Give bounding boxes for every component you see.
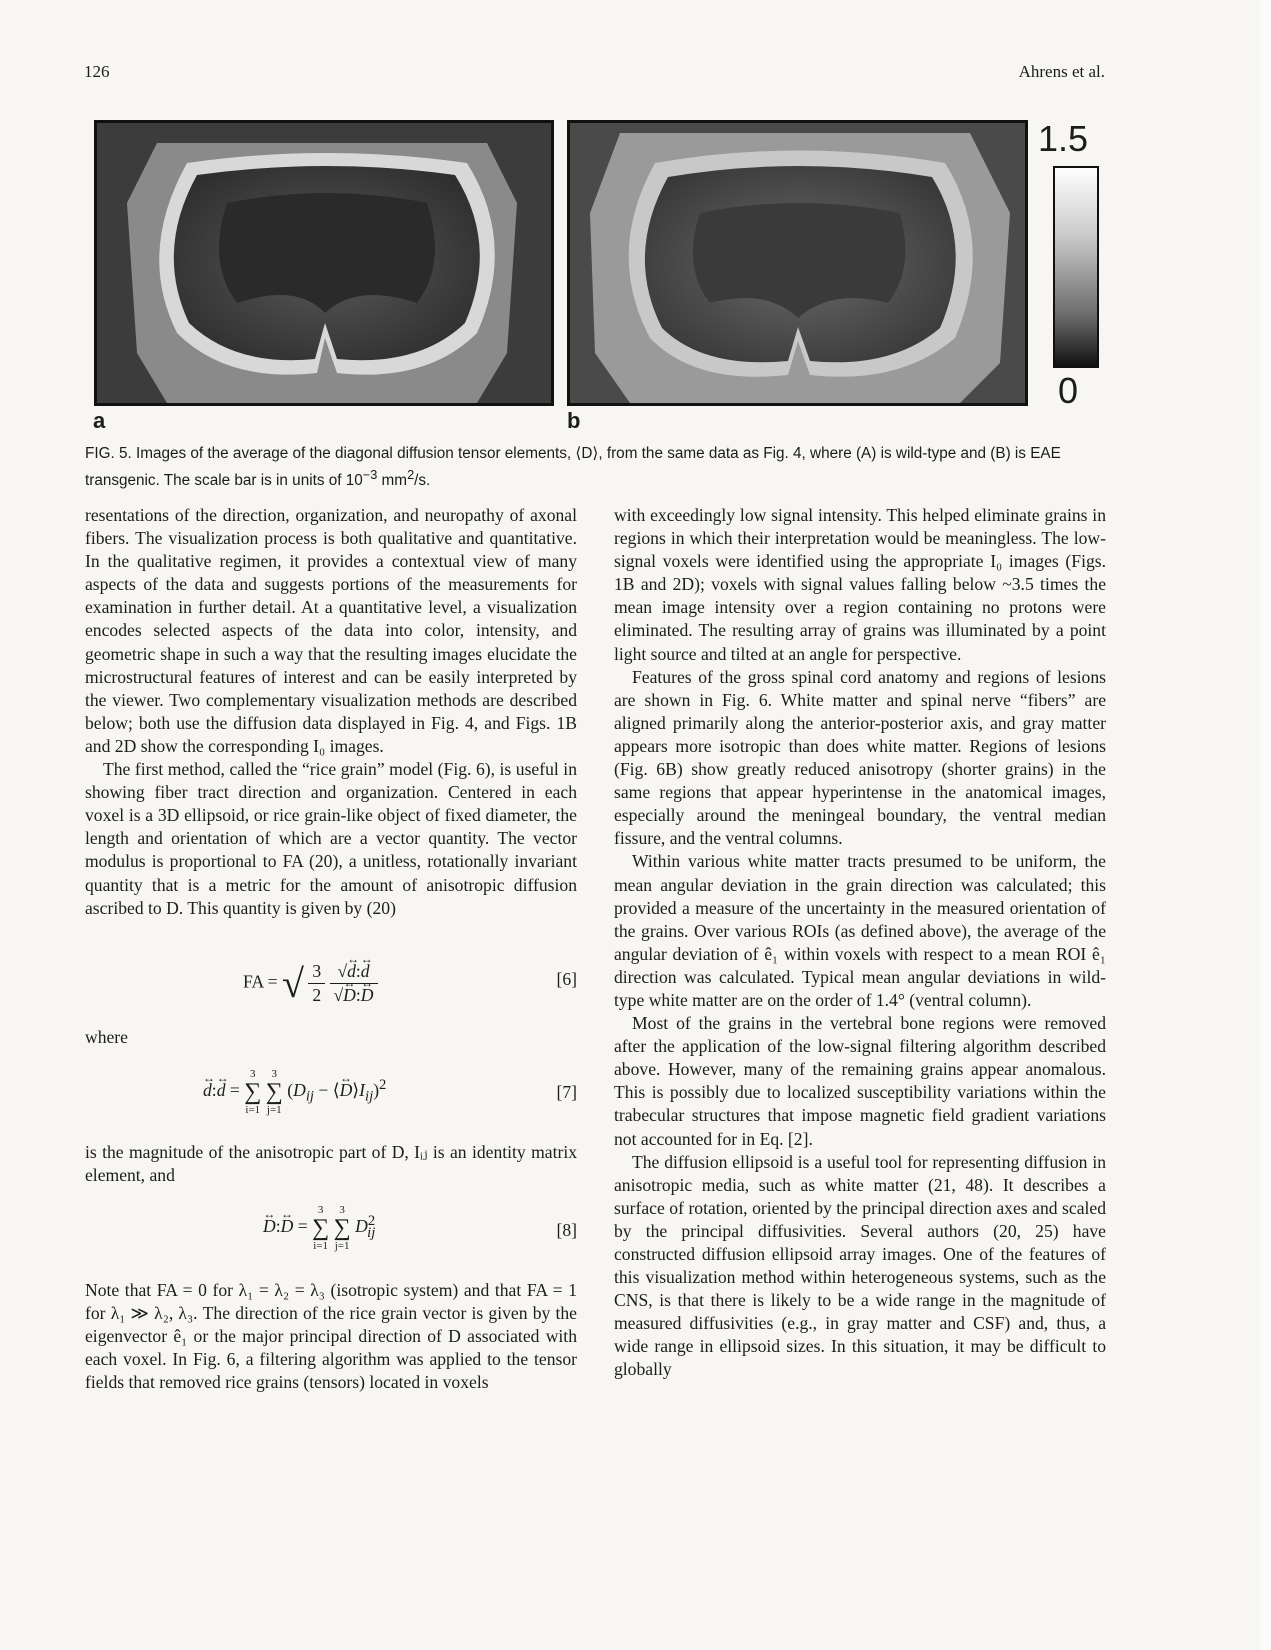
- page-edge: [1260, 0, 1271, 1650]
- where-label: where: [85, 1026, 128, 1047]
- page-number: 126: [84, 62, 110, 81]
- left-paragraph-3: is the magnitude of the anisotropic part of D, Iᵢⱼ is an identity matrix element, and: [85, 1141, 577, 1185]
- right-paragraph-5: The diffusion ellipsoid is a useful tool for representing diffusion in anisotropic media, such as white matter (21, 48). It describes a surface of rotation, oriented by the principal direction axes and scaled by the principal diffusivities. Several authors (20, 25) have constructed diffusion ellipsoid array images. One of the features of this visualization method within heterogeneous systems, such as the CNS, is that there is likely to be a wide range in the magnitude of measured diffusivities (e.g., in gray matter and CSF) and, thus, a wide range in ellipsoid sizes. In this situation, it may be difficult to globally: [614, 1151, 1106, 1380]
- caption-unit-exponent: 2: [407, 467, 415, 482]
- grayscale-scale-bar: [1053, 166, 1099, 368]
- caption-exponent: −3: [362, 467, 378, 482]
- caption-end: /s.: [414, 472, 431, 490]
- left-paragraph-2: The first method, called the “rice grain” model (Fig. 6), is useful in showing fiber tract direction and organization. Centered in each voxel is a 3D ellipsoid, or rice grain-like object of fixed diameter, the length and orientation of which are a vector quantity. The vector modulus is proportional to FA (20), a unitless, rotationally invariant quantity that is a metric for the amount of anisotropic diffusion ascribed to D. This quantity is given by (20): [85, 759, 577, 918]
- running-head: Ahrens et al.: [1018, 62, 1105, 81]
- eq7-number: [7]: [556, 1081, 577, 1102]
- right-column: [614, 504, 1106, 1382]
- figure-caption: [85, 443, 1111, 491]
- eq8-number: [8]: [556, 1219, 577, 1240]
- figure-panel-a: [94, 120, 554, 406]
- right-paragraph-3: Within various white matter tracts presumed to be uniform, the mean angular deviation in the grain direction was calculated; this provided a measure of the uncertainty in the measured orientation of the grains. Over various ROIs (as defined above), the average of the angular deviation of ê₁ within voxels with respect to a mean ROI ê₁ direction was calculated. Typical mean angular deviations in wild-type white matter are on the order of 1.4° (ventral column).: [614, 851, 1106, 1010]
- scale-min-label: 0: [1058, 370, 1079, 411]
- caption-unit: mm: [377, 472, 408, 490]
- right-paragraph-4: Most of the grains in the vertebral bone regions were removed after the application of the low-signal filtering algorithm described above. However, many of the remaining grains appear anomalous. This is possibly due to localized susceptibility variations within the trabecular structures that impose magnetic field gradient variations not accounted for in Eq. [2].: [614, 1013, 1106, 1149]
- equation-8: ↔ D:↔ D = 3 ∑ i=1 3 ∑ j=1 $D^2_{ij}$ [8]: [85, 1187, 577, 1279]
- spinal-cord-image-a: [97, 123, 551, 403]
- left-column: [85, 504, 577, 1394]
- left-paragraph-4: Note that FA = 0 for λ₁ = λ₂ = λ₃ (isotropic system) and that FA = 1 for λ₁ ≫ λ₂, λ₃. The direction of the rice grain vector is given by the eigenvector ê₁ or the major principal direction of D associated with each voxel. In Fig. 6, a filtering algorithm was applied to the tensor fields that removed rice grains (tensors) located in voxels: [85, 1279, 577, 1393]
- spinal-cord-image-b: [570, 123, 1025, 403]
- eq6-number: [6]: [556, 968, 577, 989]
- panel-b-label: b: [567, 408, 581, 433]
- page-header: [84, 62, 1105, 86]
- equation-6: FA = √ $\frac{3}{2}$ $\frac{√\leftrightarrow d:\leftrightarrow d}{√\leftrightarrow D:\leftrightarrow D}$ [6]: [85, 934, 577, 1026]
- figure-panel-b: [567, 120, 1028, 406]
- eq6-lhs: FA =: [243, 971, 278, 992]
- equation-7: ↔ d:↔ d = 3 ∑ i=1 3 ∑ j=1 ($D_{ij}$ − ⟨↔ $D⟩I_{ij})^2$ [7]: [85, 1049, 577, 1141]
- right-paragraph-2: Features of the gross spinal cord anatomy and regions of lesions are shown in Fig. 6. White matter and spinal nerve “fibers” are aligned primarily along the anterior-posterior axis, and gray matter appears more isotropic than does white matter. Regions of lesions (Fig. 6B) show greatly reduced anisotropy (shorter grains) in the same regions that appear hyperintense in the anatomical images, especially around the meningeal boundary, the ventral median fissure, and the ventral columns.: [614, 666, 1106, 849]
- panel-a-label: a: [93, 408, 106, 433]
- left-paragraph-1: resentations of the direction, organization, and neuropathy of axonal fibers. The visualization process is both qualitative and quantitative. In the qualitative regimen, it provides a contextual view of many aspects of the data and suggests portions of the measurements for examination in further detail. At a quantitative level, a visualization encodes selected aspects of the data into color, intensity, and geometric shape in such a way that the resulting images elucidate the microstructural features of interest and can be easily interpreted by the viewer. Two complementary visualization methods are described below; both use the diffusion data displayed in Fig. 4, and Figs. 1B and 2D show the corresponding I₀ images.: [85, 505, 577, 756]
- right-paragraph-1: with exceedingly low signal intensity. This helped eliminate grains in regions in which their interpretation would be meaningless. The low-signal voxels were identified using the appropriate I₀ images (Figs. 1B and 2D); voxels with signal values falling below ~3.5 times the mean image intensity over a region containing no protons were eliminated. The resulting array of grains was illuminated by a point light source and tilted at an angle for perspective.: [614, 505, 1106, 664]
- scale-max-label: 1.5: [1038, 118, 1089, 159]
- caption-text: FIG. 5. Images of the average of the diagonal diffusion tensor elements, ⟨D⟩, from the same data as Fig. 4, where (A) is wild-type and (B) is EAE transgenic. The scale bar is in units of 10: [85, 445, 1061, 490]
